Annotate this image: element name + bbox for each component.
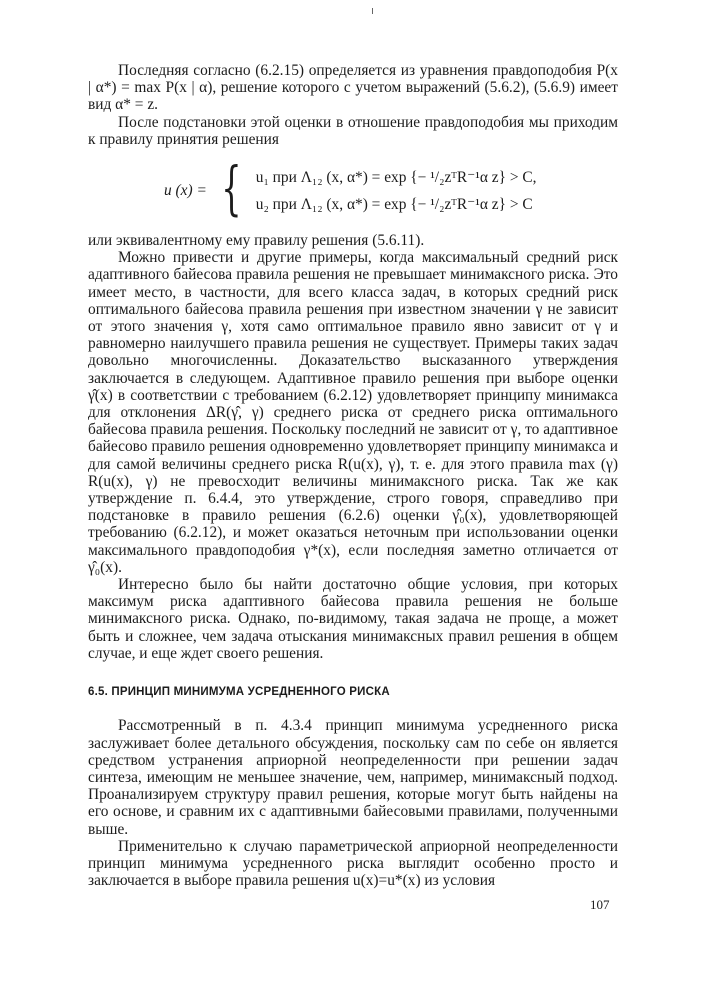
left-brace-icon: { [221,154,242,223]
paragraph-6: Рассмотренный в п. 4.3.4 принцип минимума усредненного риска заслуживает более детального обсуждения, поскольку сам по себе он является средством устранения априорной неопределенности при решении задач синтеза, имеющим не меньшее значение, чем, например, минимаксный подход. Проанализируем структуру правил решения, которые могут быть найдены на его основе, и сравним их с адаптивными байесовыми правилами, полученными выше. [88,717,618,838]
decision-rule-formula [164,154,618,223]
paragraph-7: Применительно к случаю параметрической априорной неопределенности принцип минимума усредненного риска выглядит особенно просто и заключается в выборе правила решения u(x)=u*(x) из условия [88,837,618,890]
section-heading: 6.5. ПРИНЦИП МИНИМУМА УСРЕДНЕННОГО РИСКА [88,686,390,699]
page-number: 107 [590,897,610,912]
formula-case-1: u₁ при Λ₁₂ (x, α*) = exp {− ¹/₂zᵀR⁻¹α z} > C, [255,168,537,186]
paragraph-2: После подстановки этой оценки в отношение правдоподобия мы приходим к правилу принятия решения [88,113,618,148]
paragraph-3: или эквивалентному ему правилу решения (5.6.11). [88,232,425,250]
formula-case-2: u₂ при Λ₁₂ (x, α*) = exp {− ¹/₂zᵀR⁻¹α z} > C [255,196,533,214]
paragraph-5: Интересно было бы найти достаточно общие условия, при которых максимум риска адаптивного байесова правила решения не больше минимаксного риска. Однако, по-видимому, такая задача не проще, а может быть и сложнее, чем задача отыскания минимаксных правил решения в общем случае, и еще ждет своего решения. [88,576,618,662]
formula-lhs: u (x) = [164,182,207,200]
paragraph-4: Можно привести и другие примеры, когда максимальный средний риск адаптивного байесова правила решения не превышает минимаксного риска. Это имеет место, в частности, для всего класса задач, в которых средний риск оптимального байесова правила решения при известном значении γ не зависит от этого значения γ, хотя само оптимальное правило явно зависит от γ и равномерно наилучшего правила решения не существует. Примеры таких задач довольно многочисленны. Доказательство высказанного утверждения заключается в следующем. Адаптивное правило решения при выборе оценки γ̂(x) в соответствии с требованием (6.2.12) удовлетворяет принципу минимакса для отклонения ΔR(γ̂, γ) среднего риска от среднего риска оптимального байесова правила решения. Поскольку последний не зависит от γ, то адаптивное байесово правило решения одновременно удовлетворяет принципу минимакса и для самой величины среднего риска R(u(x), γ), т. е. для этого правила max (γ) R(u(x), γ) не превосходит величины минимаксного риска. Так же как утверждение п. 6.4.4, это утверждение, строго говоря, справедливо при подстановке в правило решения (6.2.6) оценки γ̂₀(x), удовлетворяющей требованию (6.2.12), и может оказаться неточным при использовании оценки максимального правдоподобия γ*(x), если последняя заметно отличается от γ̂₀(x). [88,249,618,576]
paragraph-1: Последняя согласно (6.2.15) определяется из уравнения правдоподобия P(x | α*) = max P(x | α), решение которого с учетом выражений (5.6.2), (5.6.9) имеет вид α* = z. [88,62,618,114]
scan-mark [372,8,373,14]
page-body [88,62,618,889]
formula-cases [256,169,537,213]
